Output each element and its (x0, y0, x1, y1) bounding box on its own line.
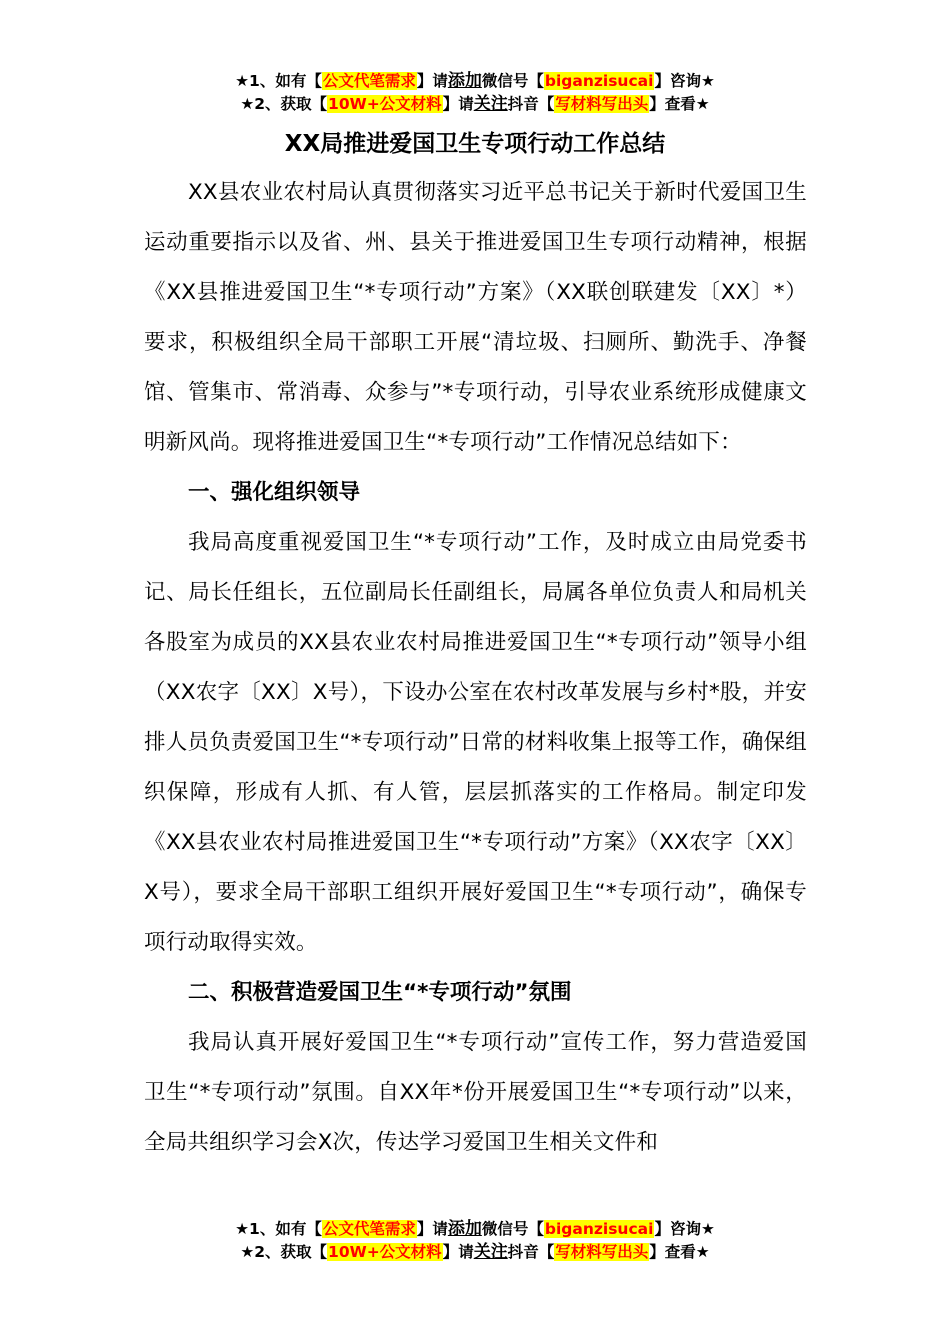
banner-highlight: 公文代笔需求 (322, 1220, 416, 1238)
section-1-paragraph: 我局高度重视爱国卫生“*专项行动”工作，及时成立由局党委书记、局长任组长，五位副局长任副组长，局属各单位负责人和局机关各股室为成员的XX县农业农村局推进爱国卫生“*专项行动”领导小组（XX农字〔XX〕X号），下设办公室在农村改革发展与乡村*股，并安排人员负责爱国卫生“*专项行动”日常的材料收集上报等工作，确保组织保障，形成有人抓、有人管，层层抓落实的工作格局。制定印发《XX县农业农村局推进爱国卫生“*专项行动”方案》（XX农字〔XX〕X号），要求全局干部职工组织开展好爱国卫生“*专项行动”，确保专项行动取得实效。 (144, 530, 807, 955)
banner-text: 】请 (416, 1220, 448, 1238)
banner-underlined-text: 添加 (447, 71, 482, 91)
section-1-heading: 一、强化组织领导 (188, 480, 361, 505)
header-banner-line-2 (0, 93, 950, 116)
section-2-heading: 二、积极营造爱国卫生“*专项行动”氛围 (188, 980, 572, 1005)
footer-banner-line-1 (0, 1218, 950, 1241)
banner-underlined-text: 关注 (473, 1242, 508, 1262)
banner-highlight: 写材料写出头 (555, 1243, 649, 1261)
banner-text: 微信号【 (481, 72, 544, 90)
document-title: XX局推进爱国卫生专项行动工作总结 (284, 131, 666, 157)
banner-text: 】查看★ (649, 95, 710, 113)
banner-text: 】请 (442, 1243, 474, 1261)
intro-paragraph: XX县农业农村局认真贯彻落实习近平总书记关于新时代爱国卫生运动重要指示以及省、州、县关于推进爱国卫生专项行动精神，根据《XX县推进爱国卫生“*专项行动”方案》（XX联创联建发〔XX〕*）要求，积极组织全局干部职工开展“清垃圾、扫厕所、勤洗手、净餐馆、管集市、常消毒、众参与”*专项行动，引导农业系统形成健康文明新风尚。现将推进爱国卫生“*专项行动”工作情况总结如下： (144, 180, 807, 455)
banner-text: ★1、如有【 (235, 72, 322, 90)
footer-banner-line-2 (0, 1241, 950, 1264)
header-banner-line-1 (0, 70, 950, 93)
banner-highlight: biganzisucai (544, 72, 654, 90)
banner-text: 】请 (442, 95, 474, 113)
footer-banner (0, 1218, 950, 1264)
banner-underlined-text: 关注 (473, 94, 508, 114)
banner-text: ★1、如有【 (235, 1220, 322, 1238)
header-banner (0, 70, 950, 116)
banner-text: ★2、获取【 (240, 1243, 328, 1261)
banner-highlight: 写材料写出头 (555, 95, 649, 113)
banner-highlight: 10W+公文材料 (328, 95, 442, 113)
banner-text: 抖音【 (507, 95, 555, 113)
banner-text: ★2、获取【 (240, 95, 328, 113)
banner-text: 】请 (416, 72, 448, 90)
banner-highlight: biganzisucai (544, 1220, 654, 1238)
banner-text: 】查看★ (649, 1243, 710, 1261)
banner-text: 抖音【 (507, 1243, 555, 1261)
banner-highlight: 10W+公文材料 (328, 1243, 442, 1261)
banner-text: 微信号【 (481, 1220, 544, 1238)
section-2-paragraph: 我局认真开展好爱国卫生“*专项行动”宣传工作，努力营造爱国卫生“*专项行动”氛围。自XX年*份开展爱国卫生“*专项行动”以来，全局共组织学习会X次，传达学习爱国卫生相关文件和 (144, 1030, 807, 1155)
banner-underlined-text: 添加 (447, 1219, 482, 1239)
banner-text: 】咨询★ (654, 1220, 715, 1238)
banner-highlight: 公文代笔需求 (322, 72, 416, 90)
banner-text: 】咨询★ (654, 72, 715, 90)
document-body (144, 168, 807, 1168)
